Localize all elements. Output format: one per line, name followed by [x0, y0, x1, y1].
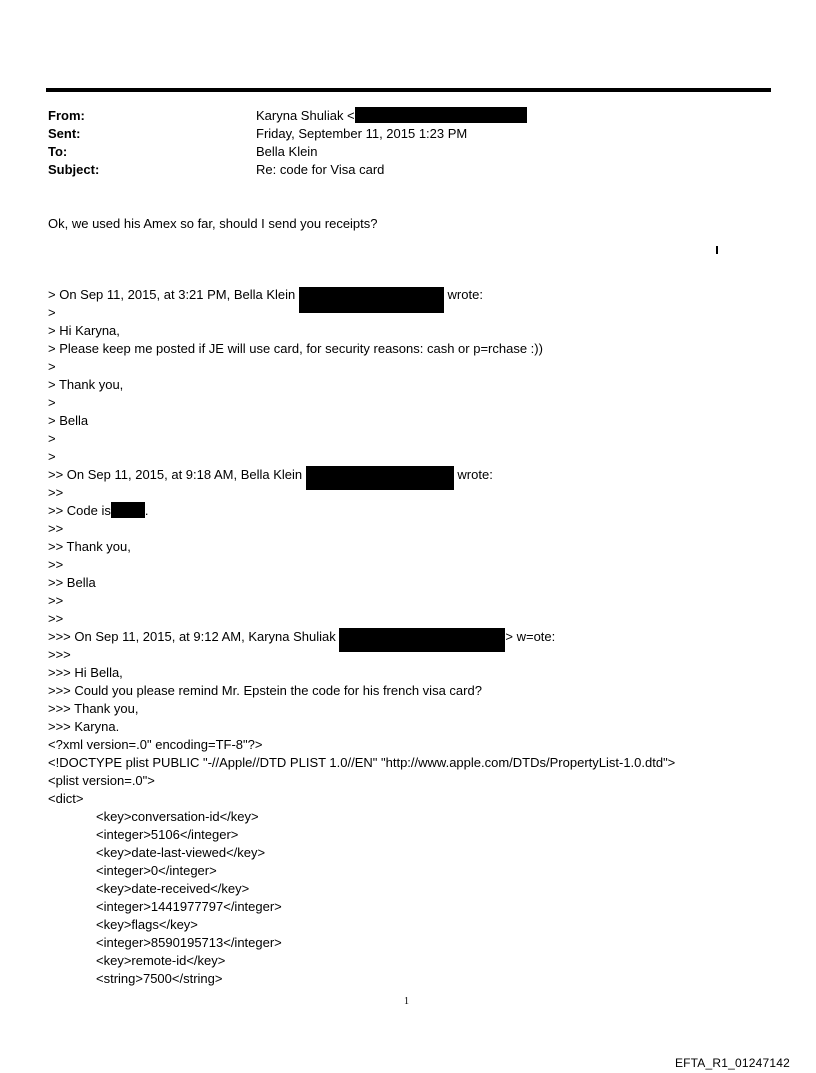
plist-open: <plist version=.0"> — [48, 773, 155, 788]
quote-line: >>> Hi Bella, — [48, 665, 123, 680]
quote-line: >>> Could you please remind Mr. Epstein the code for his french visa card? — [48, 683, 482, 698]
quote-line: > — [48, 431, 56, 446]
quote3-intro-text: >>> On Sep 11, 2015, at 9:12 AM, Karyna Shuliak — [48, 629, 336, 644]
from-label: From: — [48, 108, 85, 123]
quote-line: > — [48, 449, 56, 464]
quote-line: >>> Karyna. — [48, 719, 120, 734]
quote-line: >> — [48, 521, 64, 536]
reply-text: Ok, we used his Amex so far, should I send you receipts? — [48, 216, 378, 231]
quote2-intro — [48, 466, 493, 490]
quote2-code-suffix: . — [144, 503, 149, 518]
plist-entry: <integer>8590195713</integer> — [96, 935, 282, 950]
quote2-wrote: wrote: — [457, 467, 493, 482]
plist-entry: <key>flags</key> — [96, 917, 198, 932]
quote-line: > Thank you, — [48, 377, 124, 392]
quote-line: > — [48, 395, 56, 410]
plist-entry: <key>remote-id</key> — [96, 953, 226, 968]
plist-entry: <key>date-received</key> — [96, 881, 250, 896]
redaction-bar — [355, 107, 527, 123]
redaction-bar — [111, 502, 145, 518]
plist-entry: <integer>0</integer> — [96, 863, 217, 878]
plist-entry: <key>date-last-viewed</key> — [96, 845, 266, 860]
page-number: 1 — [404, 996, 409, 1007]
quote-line: >> — [48, 557, 64, 572]
from-value — [256, 107, 527, 125]
plist-dict-open: <dict> — [48, 791, 84, 806]
plist-entry: <integer>5106</integer> — [96, 827, 239, 842]
subject-label: Subject: — [48, 162, 100, 177]
sent-value: Friday, September 11, 2015 1:23 PM — [256, 126, 468, 141]
quote1-intro-text: > On Sep 11, 2015, at 3:21 PM, Bella Klein — [48, 287, 296, 302]
plist-doctype: <!DOCTYPE plist PUBLIC "-//Apple//DTD PLIST 1.0//EN" "http://www.apple.com/DTDs/PropertyList-1.0.dtd"> — [48, 755, 676, 770]
quote-line: >> — [48, 611, 64, 626]
redaction-bar — [339, 628, 505, 652]
quote-line: >> Thank you, — [48, 539, 131, 554]
quote-line: > Please keep me posted if JE will use card, for security reasons: cash or p=rchase :)) — [48, 341, 543, 356]
quote2-code-prefix: >> Code is — [48, 503, 111, 518]
to-label: To: — [48, 144, 68, 159]
quote-line: > — [48, 305, 56, 320]
quote-line: >>> Thank you, — [48, 701, 139, 716]
redaction-bar — [306, 466, 454, 490]
quote2-code-line — [48, 502, 149, 520]
plist-entry: <integer>1441977797</integer> — [96, 899, 282, 914]
sent-label: Sent: — [48, 126, 81, 141]
quote-line: >>> — [48, 647, 71, 662]
stray-mark — [716, 246, 718, 254]
quote-line: > Bella — [48, 413, 89, 428]
bates-number: EFTA_R1_01247142 — [674, 1056, 790, 1070]
quote3-intro — [48, 628, 555, 652]
quote1-intro — [48, 286, 483, 313]
from-name: Karyna Shuliak < — [256, 108, 355, 123]
plist-entry: <string>7500</string> — [96, 971, 223, 986]
to-value: Bella Klein — [256, 144, 318, 159]
plist-xml-decl: <?xml version=.0" encoding=TF-8"?> — [48, 737, 263, 752]
redaction-bar — [299, 287, 444, 313]
quote-line: >> Bella — [48, 575, 96, 590]
quote3-wrote: > w=ote: — [505, 629, 556, 644]
quote2-intro-text: >> On Sep 11, 2015, at 9:18 AM, Bella Klein — [48, 467, 303, 482]
quote-line: >> — [48, 485, 64, 500]
quote-line: > Hi Karyna, — [48, 323, 120, 338]
quote-line: > — [48, 359, 56, 374]
plist-entry: <key>conversation-id</key> — [96, 809, 259, 824]
quote1-wrote: wrote: — [447, 287, 483, 302]
subject-value: Re: code for Visa card — [256, 162, 385, 177]
header-rule — [46, 88, 771, 92]
quote-line: >> — [48, 593, 64, 608]
